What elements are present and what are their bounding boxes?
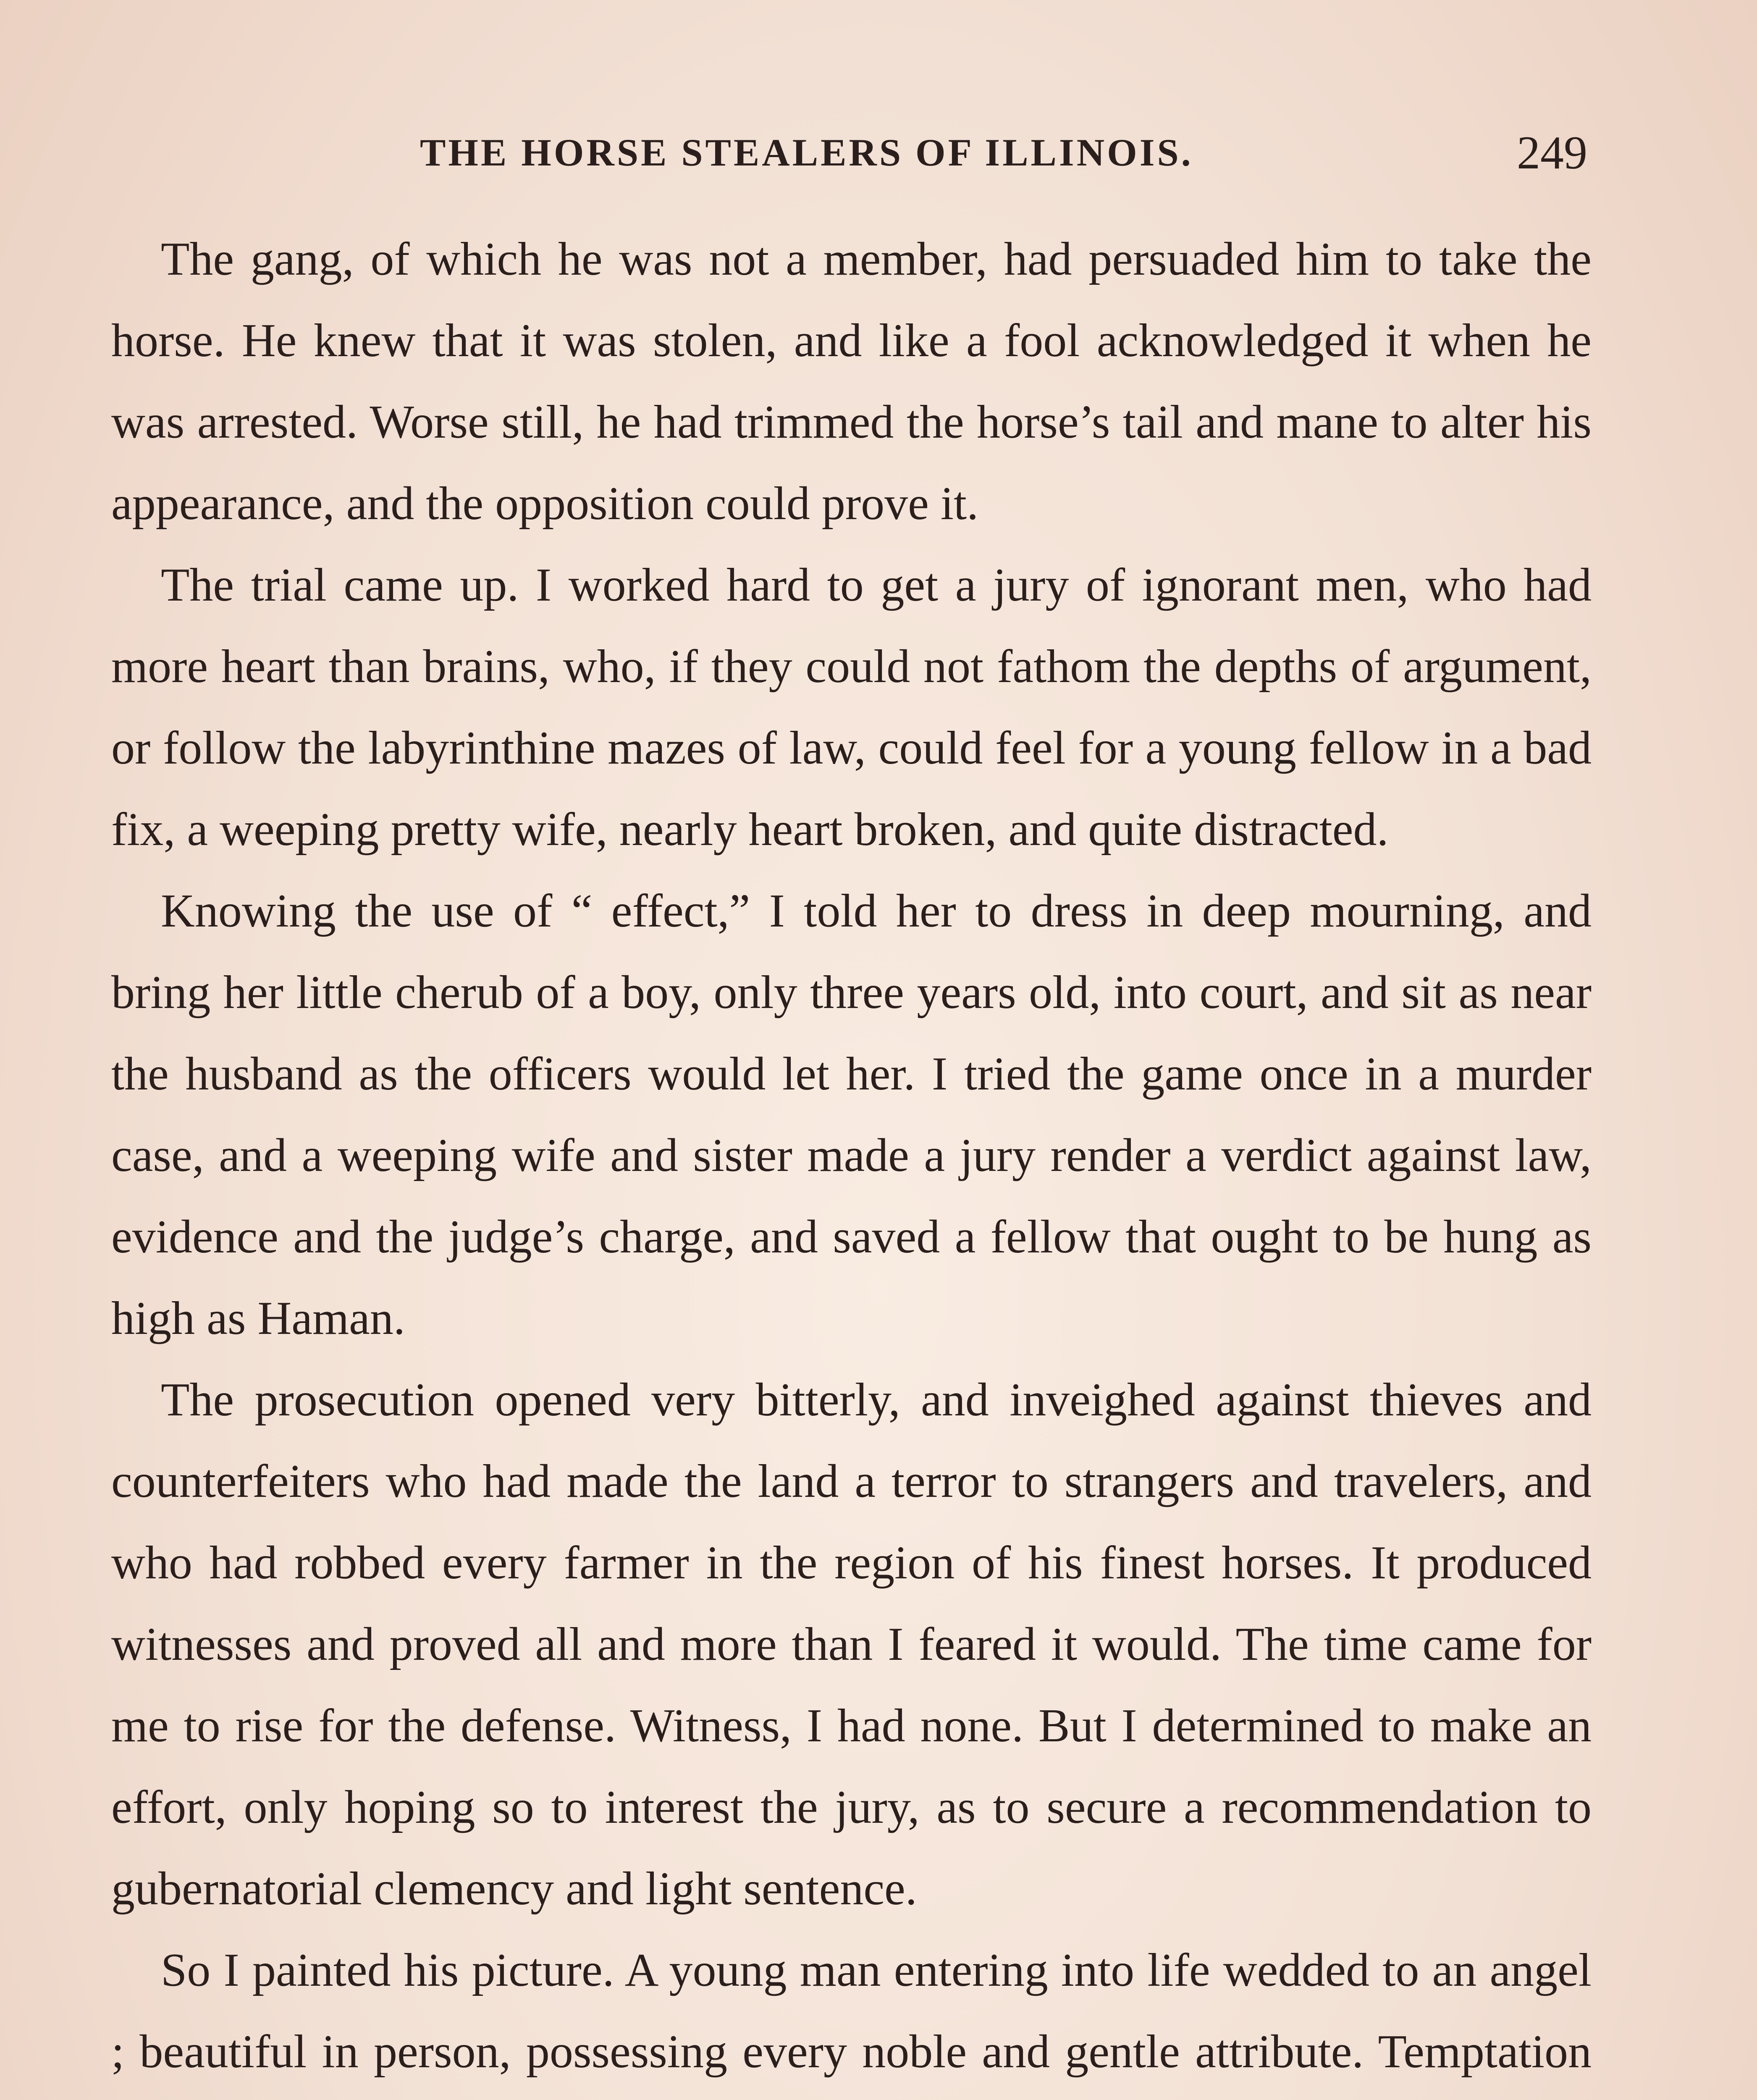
paragraph: The gang, of which he was not a member, had persuaded him to take the horse. He knew that it was stolen, and like a fool acknowledged it when he was arrested. Worse still, he had trimmed the horse’s tail and mane to alter his appearance, and the opposition could prove it.	[111, 233, 1592, 530]
paragraph: The prosecution opened very bitterly, and inveighed against thieves and counterfeiters who had made the land a terror to strangers and travelers, and who had robbed every farmer in the region of his finest horses. It produced witnesses and proved all and more than I feared it would. The time came for me to rise for the defense. Witness, I had none. But I determined to make an effort, only hoping so to interest the jury, as to secure a recommendation to gubernatorial clemency and light sentence.	[111, 1374, 1592, 1915]
page-header	[113, 126, 1592, 185]
paragraph: The trial came up. I worked hard to get a jury of ignorant men, who had more heart than brains, who, if they could not fathom the depths of argument, or follow the labyrinthine mazes of law, could feel for a young fellow in a bad fix, a weeping pretty wife, nearly heart broken, and quite distracted.	[111, 559, 1592, 856]
paragraph: Knowing the use of “ effect,” I told her to dress in deep mourning, and bring her little cherub of a boy, only three years old, into court, and sit as near the husband as the officers would let her. I tried the game once in a murder case, and a weeping wife and sister made a jury render a verdict against law, evidence and the judge’s charge, and saved a fellow that ought to be hung as high as Haman.	[111, 885, 1592, 1344]
page-number: 249	[1517, 127, 1587, 179]
paragraph: So I painted his picture. A young man entering into life wedded to an angel ; beautiful in person, possessing every noble and gentle attribute. Temptation	[111, 1944, 1592, 2078]
running-title: THE HORSE STEALERS OF ILLINOIS.	[420, 131, 1193, 174]
body-text	[111, 218, 1592, 2100]
